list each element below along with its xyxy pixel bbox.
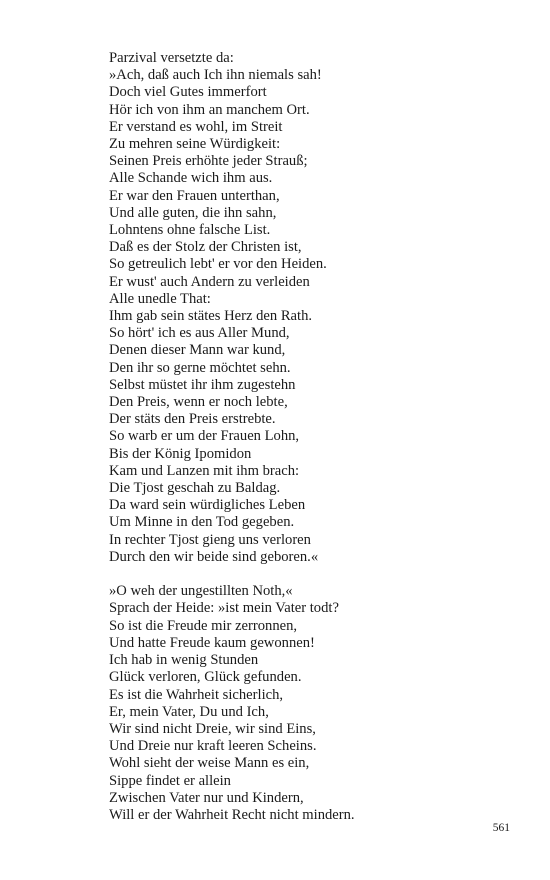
verse-line: Den Preis, wenn er noch lebte, <box>109 394 288 411</box>
verse-line: Denen dieser Mann war kund, <box>109 342 286 359</box>
verse-line: Um Minne in den Tod gegeben. <box>109 514 295 531</box>
verse-line: Sprach der Heide: »ist mein Vater todt? <box>109 600 339 617</box>
stanza-2 <box>109 583 509 824</box>
verse-line: Er verstand es wohl, im Streit <box>109 118 283 135</box>
page-number: 561 <box>492 822 510 834</box>
verse-line: Durch den wir beide sind geboren.« <box>109 548 319 565</box>
verse-line: Glück verloren, Glück gefunden. <box>109 669 302 686</box>
verse-line: Kam und Lanzen mit ihm brach: <box>109 462 300 479</box>
verse-line: Alle Schande wich ihm aus. <box>109 170 273 187</box>
verse-line: Bis der König Ipomidon <box>109 445 252 462</box>
verse-line: Er wust' auch Andern zu verleiden <box>109 273 310 290</box>
verse-line: Da ward sein würdigliches Leben <box>109 497 306 514</box>
verse-line: Zu mehren seine Würdigkeit: <box>109 136 281 153</box>
poem-text <box>109 50 509 824</box>
verse-line: Sippe findet er allein <box>109 772 231 789</box>
verse-line: So hört' ich es aus Aller Mund, <box>109 325 290 342</box>
verse-line: Es ist die Wahrheit sicherlich, <box>109 686 284 703</box>
verse-line: Und hatte Freude kaum gewonnen! <box>109 634 315 651</box>
verse-line: Er war den Frauen unterthan, <box>109 187 280 204</box>
verse-line: Den ihr so gerne möchtet sehn. <box>109 359 291 376</box>
verse-line: Alle unedle That: <box>109 290 211 307</box>
verse-line: Die Tjost geschah zu Baldag. <box>109 480 281 497</box>
stanza-1 <box>109 50 509 566</box>
verse-line: So warb er um der Frauen Lohn, <box>109 428 300 445</box>
verse-line: So ist die Freude mir zerronnen, <box>109 617 298 634</box>
verse-line: Ich hab in wenig Stunden <box>109 652 259 669</box>
verse-line: Ihm gab sein stätes Herz den Rath. <box>109 308 313 325</box>
verse-line: Will er der Wahrheit Recht nicht mindern. <box>109 806 355 823</box>
verse-line: »O weh der ungestillten Noth,« <box>109 583 293 600</box>
verse-line: Lohntens ohne falsche List. <box>109 222 271 239</box>
verse-line: Selbst müstet ihr ihm zugestehn <box>109 376 296 393</box>
verse-line: In rechter Tjost gieng uns verloren <box>109 531 311 548</box>
verse-line: So getreulich lebt' er vor den Heiden. <box>109 256 327 273</box>
verse-line: Der stäts den Preis erstrebte. <box>109 411 276 428</box>
verse-line: Er, mein Vater, Du und Ich, <box>109 703 269 720</box>
verse-line: Doch viel Gutes immerfort <box>109 84 267 101</box>
verse-line: Zwischen Vater nur und Kindern, <box>109 789 304 806</box>
verse-line: Hör ich von ihm an manchem Ort. <box>109 101 310 118</box>
verse-line: »Ach, daß auch Ich ihn niemals sah! <box>109 67 322 84</box>
verse-line: Daß es der Stolz der Christen ist, <box>109 239 302 256</box>
verse-line: Parzival versetzte da: <box>109 50 234 66</box>
verse-line: Und alle guten, die ihn sahn, <box>109 204 277 221</box>
verse-line: Wohl sieht der weise Mann es ein, <box>109 755 310 772</box>
verse-line: Seinen Preis erhöhte jeder Strauß; <box>109 153 308 170</box>
verse-line: Und Dreie nur kraft leeren Scheins. <box>109 738 317 755</box>
verse-line: Wir sind nicht Dreie, wir sind Eins, <box>109 720 316 737</box>
